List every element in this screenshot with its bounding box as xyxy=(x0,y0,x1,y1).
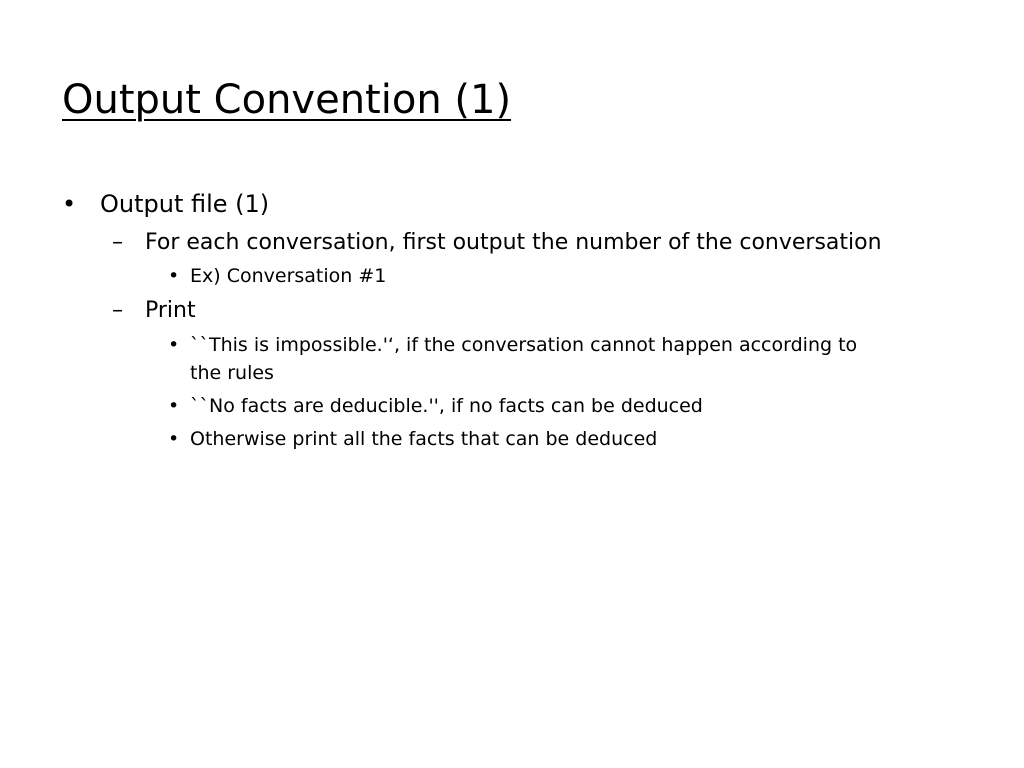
bullet-marker: • xyxy=(62,190,77,218)
subsubbullet-text: ``No facts are deducible.'', if no facts can be deduced xyxy=(190,395,703,417)
subbullet-text: For each conversation, first output the number of the conversation xyxy=(145,230,882,255)
bullet-marker: • xyxy=(168,428,180,450)
bullet-text: Output file (1) xyxy=(100,190,270,218)
subsubbullet-text: Otherwise print all the facts that can be deduced xyxy=(190,428,658,450)
dash-marker: – xyxy=(112,230,123,255)
subsubbullet-text-line1: ``This is impossible.'‘, if the conversation cannot happen according to xyxy=(190,334,858,356)
dash-marker: – xyxy=(112,298,123,323)
bullet-marker: • xyxy=(168,334,180,356)
subsubbullet-text-line2: the rules xyxy=(190,362,274,384)
bullet-marker: • xyxy=(168,265,180,287)
bullet-marker: • xyxy=(168,395,180,417)
subbullet-text: Print xyxy=(145,298,196,323)
subsubbullet-text: Ex) Conversation #1 xyxy=(190,265,387,287)
slide-title: Output Convention (1) xyxy=(62,77,512,123)
